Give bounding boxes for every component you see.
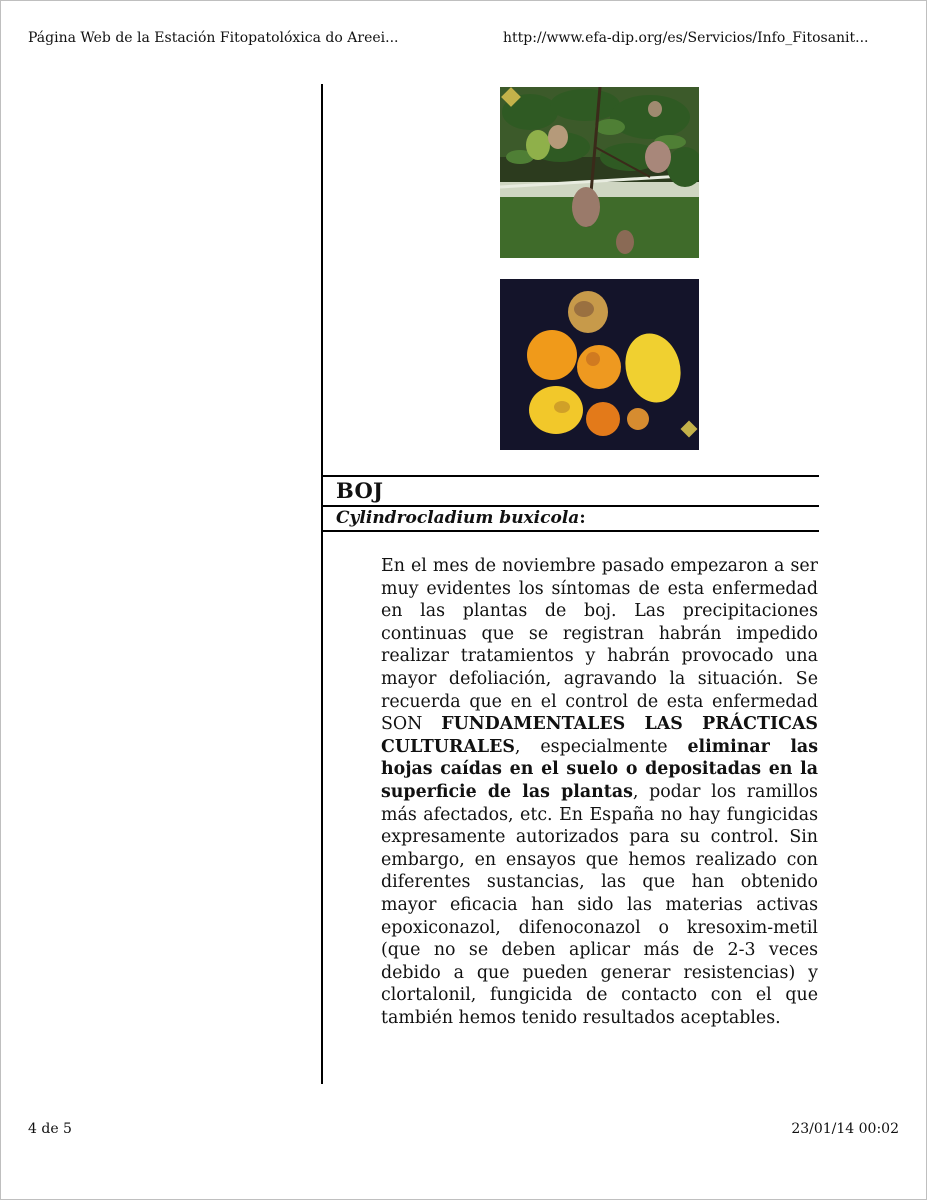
species-heading: [336, 508, 586, 528]
footer-page-number: 4 de 5: [28, 1121, 72, 1137]
paragraph-bold-2: eliminar las hojas caídas en el suelo o depositadas en la superficie de las plantas: [381, 736, 818, 802]
header-page-title: Página Web de la Estación Fitopatolóxica do Areei...: [28, 30, 399, 46]
citrus-tree-photo: [500, 87, 699, 258]
species-suffix: :: [579, 508, 586, 528]
paragraph-part-1: En el mes de noviembre pasado empezaron a ser muy evidentes los síntomas de esta enfermedad en las plantas de boj. Las precipitaciones continuas que se registran habrán impedido realizar tratamientos y habrán provocado una mayor defoliación, agravando la situación. Se recuerda que en el control de esta enfermedad SON: [381, 556, 818, 735]
species-name: Cylindrocladium buxicola: [336, 508, 580, 528]
left-column-rule: [321, 84, 323, 1084]
section-rule-middle: [322, 505, 819, 507]
footer-datetime: 23/01/14 00:02: [791, 1121, 899, 1137]
paragraph-bold-1: FUNDAMENTALES LAS PRÁCTICAS CULTURALES: [381, 714, 818, 757]
section-rule-bottom: [322, 530, 819, 532]
section-rule-top: [322, 475, 819, 477]
section-title: BOJ: [336, 478, 384, 503]
body-paragraph: [381, 555, 818, 1029]
citrus-fruits-photo: [500, 279, 699, 450]
paragraph-part-3: , podar los ramillos más afectados, etc. En España no hay fungicidas expresamente autorizados para su control. Sin embargo, en ensayos que hemos realizado con diferentes sustancias, las que han obtenido mayor eficacia han sido las materias activas epoxiconazol, difenoconazol o kresoxim-metil (que no se deben aplicar más de 2-3 veces debido a que pueden generar resistencias) y clortalonil, fungicida de contacto con el que también hemos tenido resultados aceptables.: [381, 781, 818, 1028]
paragraph-part-2: , especialmente: [514, 736, 688, 757]
header-url: http://www.efa-dip.org/es/Servicios/Info_Fitosanit...: [503, 30, 869, 46]
